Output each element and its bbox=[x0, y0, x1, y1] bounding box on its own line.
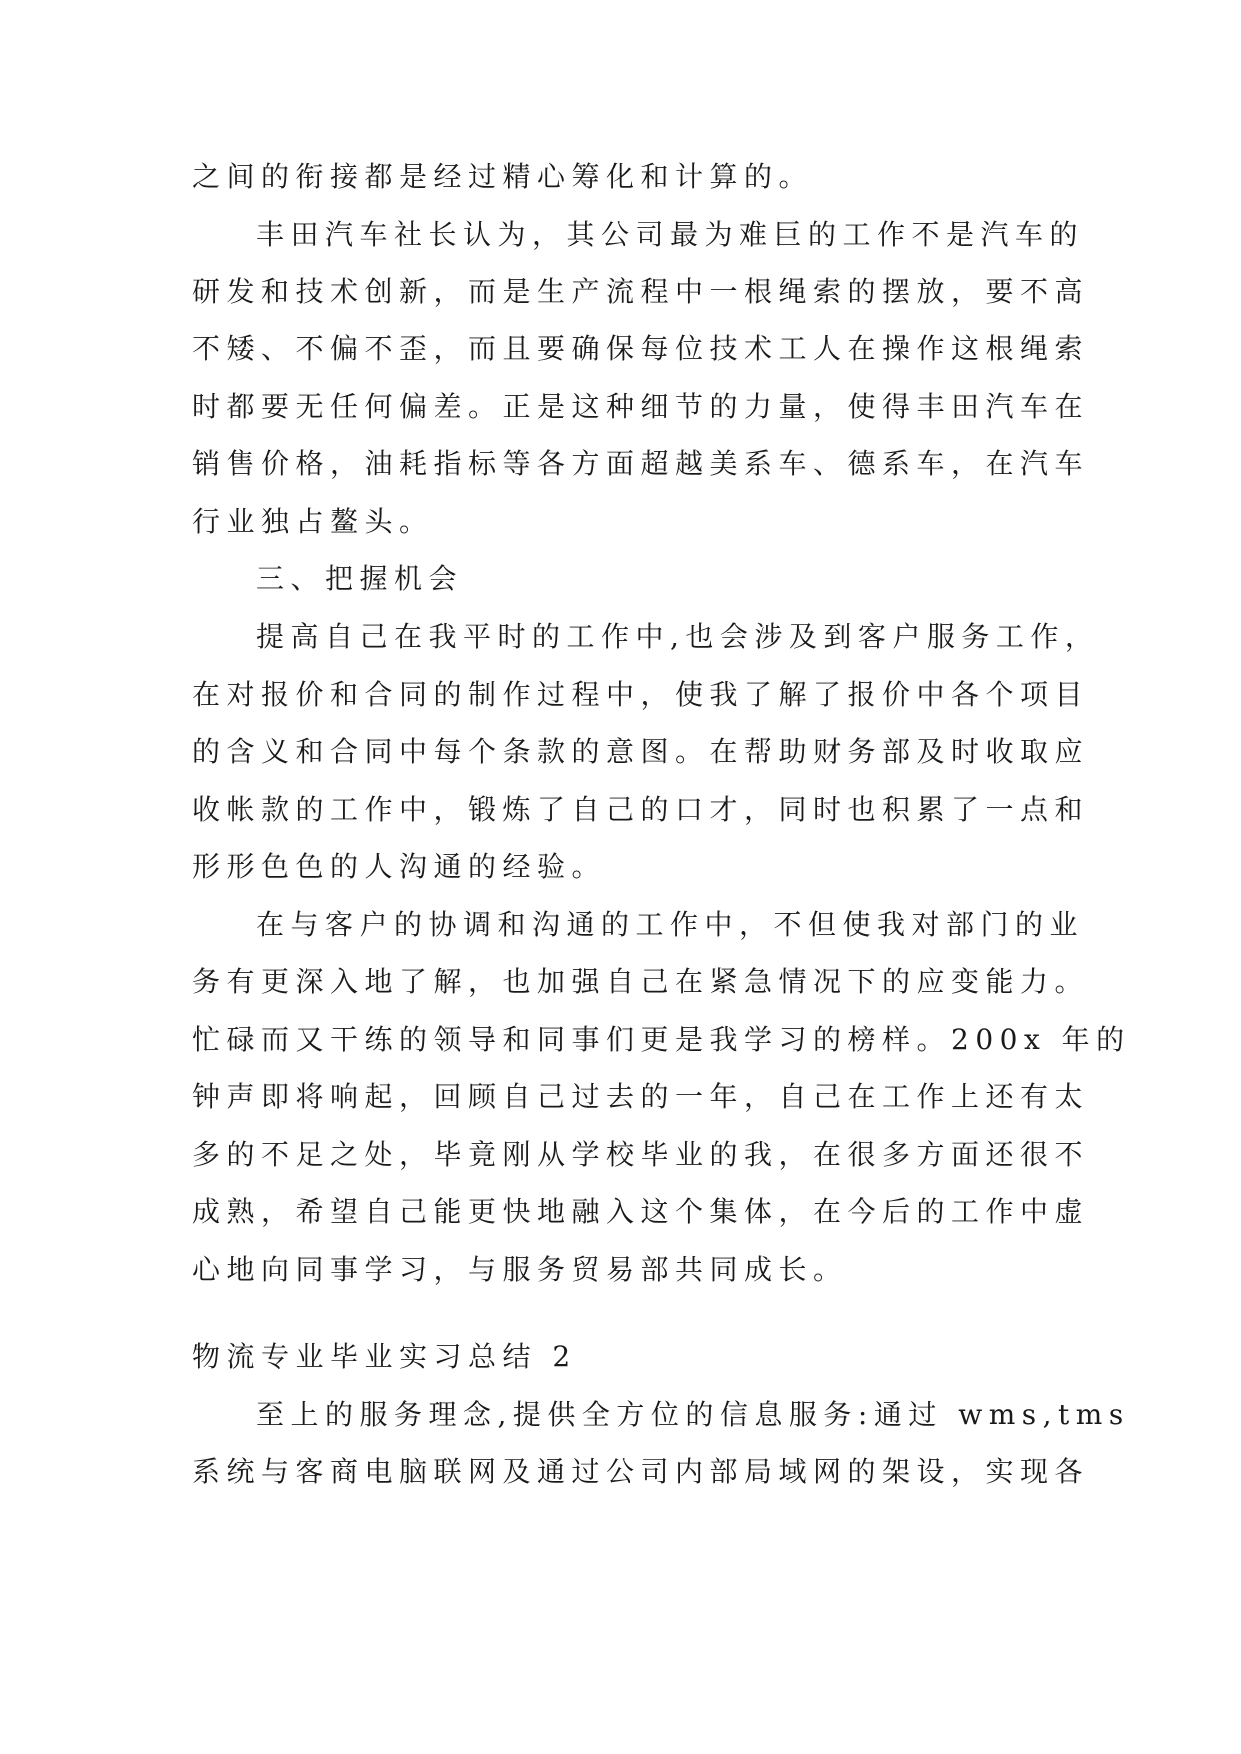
text-line: 忙碌而又干练的领导和同事们更是我学习的榜样。200x 年的 bbox=[192, 1023, 1131, 1056]
text-line: 收帐款的工作中，锻炼了自己的口才，同时也积累了一点和 bbox=[192, 793, 1090, 826]
section-heading: 三、把握机会 bbox=[256, 562, 464, 595]
text-line: 之间的衔接都是经过精心筹化和计算的。 bbox=[192, 160, 814, 193]
text-line: 形形色色的人沟通的经验。 bbox=[192, 850, 607, 883]
text-line: 时都要无任何偏差。正是这种细节的力量，使得丰田汽车在 bbox=[192, 390, 1090, 423]
text-line: 销售价格，油耗指标等各方面超越美系车、德系车，在汽车 bbox=[192, 447, 1090, 480]
document-title: 物流专业毕业实习总结 2 bbox=[192, 1340, 577, 1373]
text-line: 在对报价和合同的制作过程中，使我了解了报价中各个项目 bbox=[192, 678, 1090, 711]
text-line: 研发和技术创新，而是生产流程中一根绳索的摆放，要不高 bbox=[192, 275, 1090, 308]
text-line: 多的不足之处，毕竟刚从学校毕业的我，在很多方面还很不 bbox=[192, 1138, 1090, 1171]
text-line: 至上的服务理念,提供全方位的信息服务:通过 wms,tms bbox=[256, 1398, 1130, 1431]
text-line: 心地向同事学习，与服务贸易部共同成长。 bbox=[192, 1253, 848, 1286]
text-line: 务有更深入地了解，也加强自己在紧急情况下的应变能力。 bbox=[192, 965, 1090, 998]
text-line: 的含义和合同中每个条款的意图。在帮助财务部及时收取应 bbox=[192, 735, 1090, 768]
text-line: 钟声即将响起，回顾自己过去的一年，自己在工作上还有太 bbox=[192, 1080, 1090, 1113]
text-line: 丰田汽车社长认为，其公司最为难巨的工作不是汽车的 bbox=[256, 218, 1085, 251]
text-line: 不矮、不偏不歪，而且要确保每位技术工人在操作这根绳索 bbox=[192, 332, 1090, 365]
text-line: 行业独占鳌头。 bbox=[192, 505, 434, 538]
text-line: 在与客户的协调和沟通的工作中，不但使我对部门的业 bbox=[256, 908, 1085, 941]
text-line: 成熟，希望自己能更快地融入这个集体，在今后的工作中虚 bbox=[192, 1195, 1090, 1228]
text-line: 提高自己在我平时的工作中,也会涉及到客户服务工作， bbox=[256, 620, 1100, 653]
text-line: 系统与客商电脑联网及通过公司内部局域网的架设，实现各 bbox=[192, 1455, 1090, 1488]
